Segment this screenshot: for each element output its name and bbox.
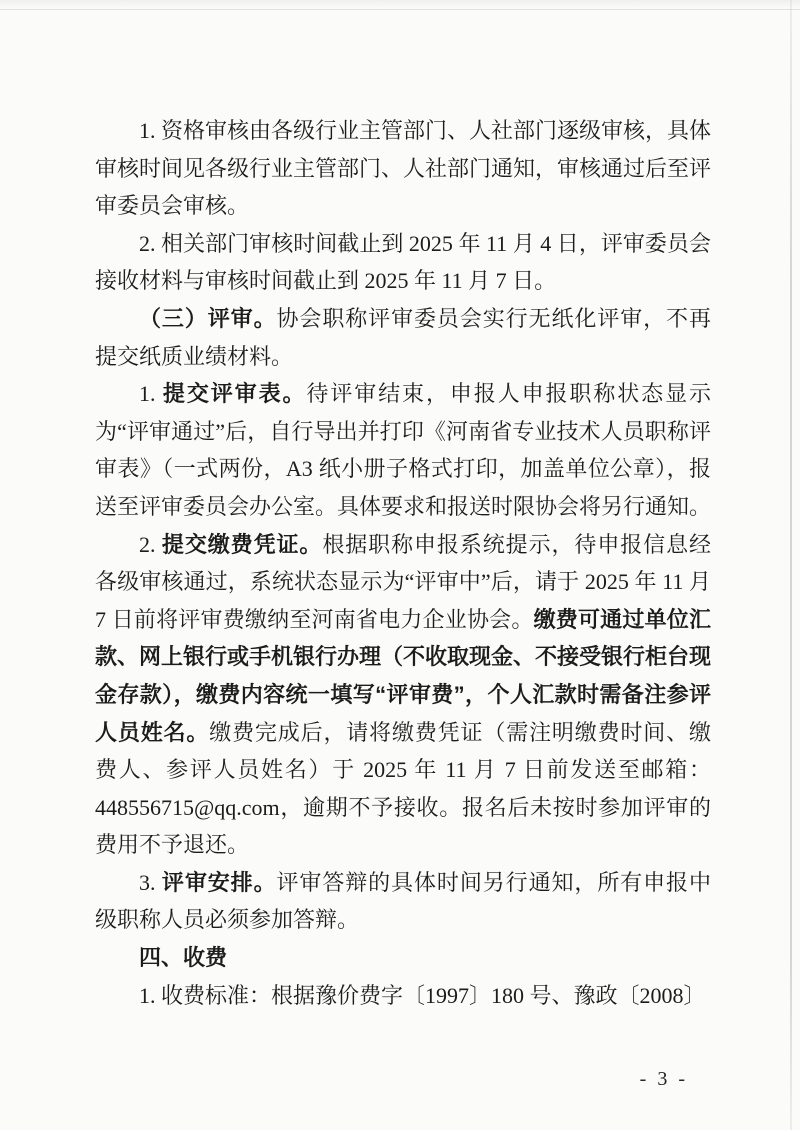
text-segment: 3. xyxy=(139,869,162,895)
document-body xyxy=(95,112,711,1014)
text-segment: 待评审结束，申报人申报职称状态显示为“评审通过”后，自行导出并打印《河南省专业技术人员职称评审表》（一式两份，A3 纸小册子格式打印，加盖单位公章），报送至评审委员会办公室。具体要求和报送时限协会将另行通知。 xyxy=(95,381,712,519)
text-segment: 1. 资格审核由各级行业主管部门、人社部门逐级审核，具体审核时间见各级行业主管部门、人社部门通知，审核通过后至评审委员会审核。 xyxy=(95,118,712,219)
para-review-deadline xyxy=(95,225,711,300)
scan-edge-top xyxy=(0,0,800,10)
scan-line-right xyxy=(790,0,792,1130)
para-review-arrangement xyxy=(95,864,711,939)
para-section-3-review xyxy=(95,300,711,375)
heading-section-4-fees xyxy=(95,939,711,977)
para-submit-review-form xyxy=(95,375,711,525)
para-fee-standard xyxy=(95,977,711,1015)
text-segment: 1. xyxy=(139,381,163,407)
text-segment-bold: 评审安排。 xyxy=(161,869,277,895)
text-segment-bold: （三）评审。 xyxy=(139,305,277,331)
text-segment: 2. xyxy=(139,531,162,557)
text-segment: 根据职称申报系统提示，待申报信息经各级审核通过，系统状态显示为“评审中”后，请于 2025 年 11 月 7 日前将评审费缴纳至河南省电力企业协会。 xyxy=(95,531,711,632)
text-segment-bold: 提交评审表。 xyxy=(162,381,307,407)
text-segment-bold: 缴费可通过单位汇款、网上银行或手机银行办理（不收取现金、不接受银行柜台现金存款），缴费内容统一填写“评审费”，个人汇款时需备注参评人员姓名。 xyxy=(95,606,712,745)
para-qualification-review xyxy=(95,112,711,225)
para-submit-payment-receipt xyxy=(95,526,711,864)
text-segment: 评审答辩的具体时间另行通知，所有申报中级职称人员必须参加答辩。 xyxy=(95,869,711,933)
text-segment: 协会职称评审委员会实行无纸化评审，不再提交纸质业绩材料。 xyxy=(95,305,711,369)
text-segment: 2. 相关部门审核时间截止到 2025 年 11 月 4 日，评审委员会接收材料与审核时间截止到 2025 年 11 月 7 日。 xyxy=(95,230,711,294)
text-segment: 缴费完成后，请将缴费凭证（需注明缴费时间、缴费人、参评人员姓名）于 2025 年 11 月 7 日前发送至邮箱：448556715@qq.com，逾期不予接收。报名后未按时参加评审的费用不予退还。 xyxy=(95,719,711,858)
text-segment-bold: 四、收费 xyxy=(139,945,228,971)
text-segment-bold: 提交缴费凭证。 xyxy=(161,531,323,557)
text-segment: 1. 收费标准：根据豫价费字〔1997〕180 号、豫政〔2008〕 xyxy=(139,982,706,1008)
page-number: - 3 - xyxy=(639,1068,688,1090)
